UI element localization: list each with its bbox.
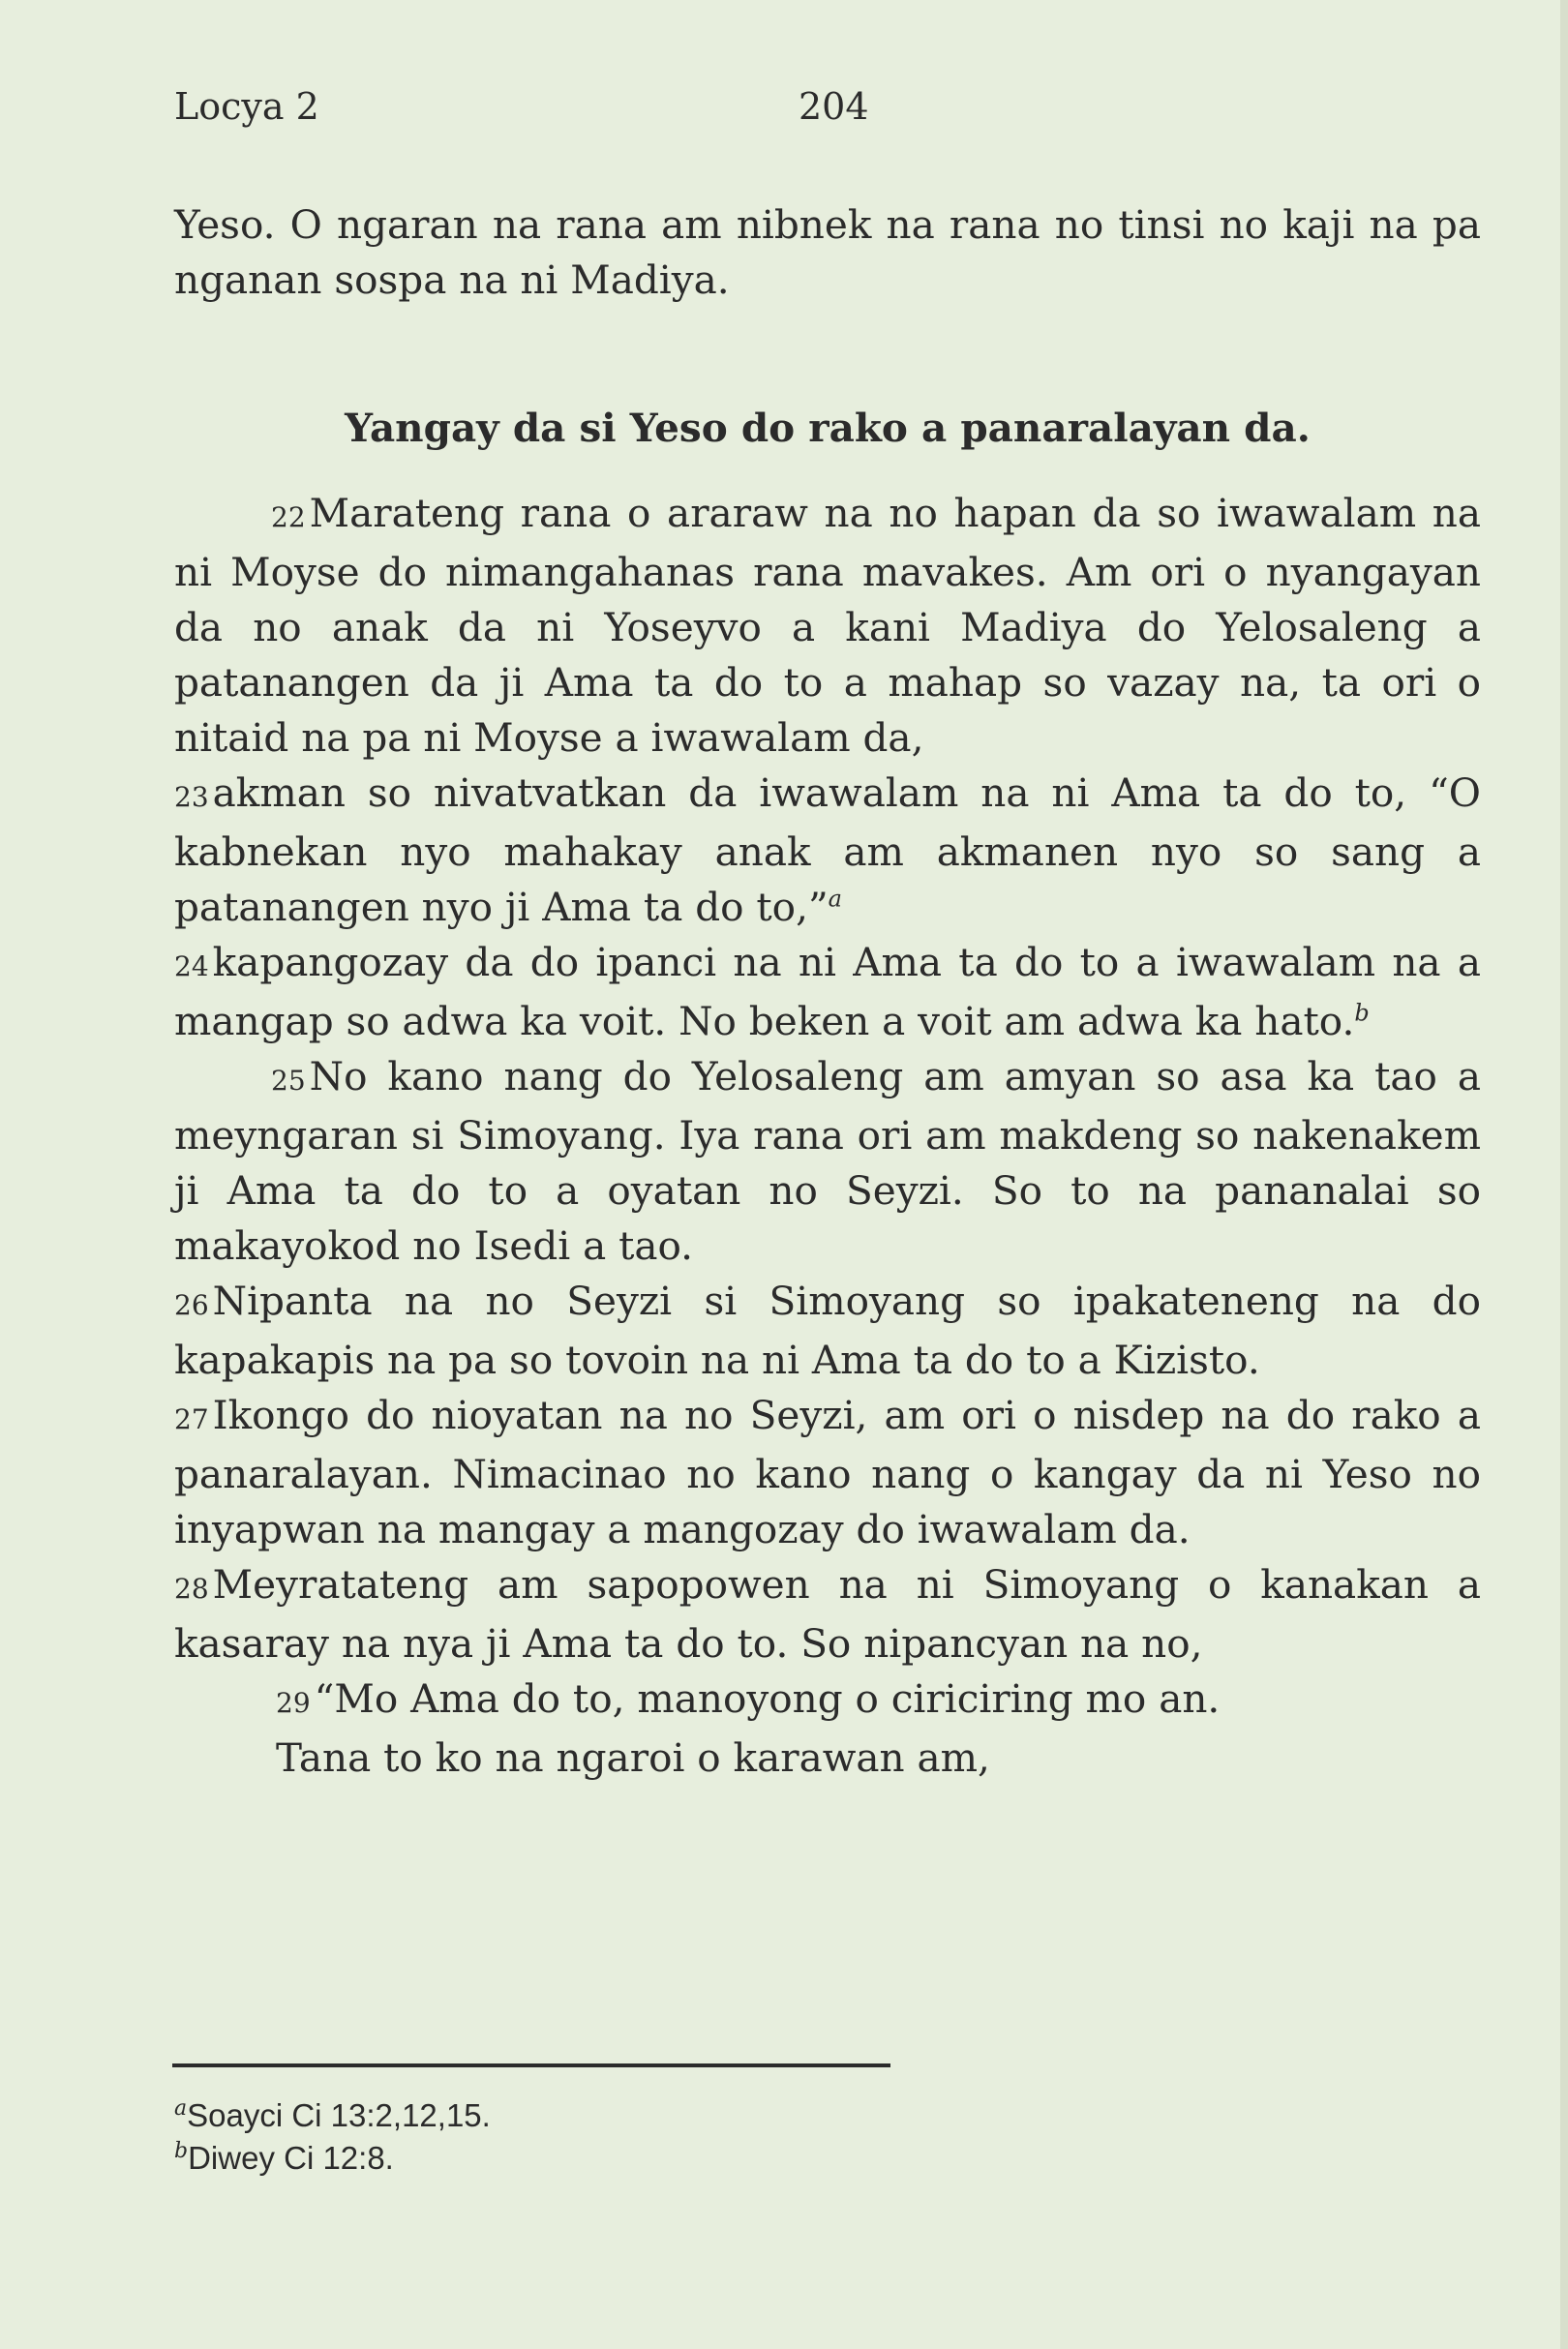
verse-text: Nipanta na no Seyzi si Simoyang so ipakateneng na do kapakapis na pa so tovoin na ni Ama ta do to a Kizisto. <box>174 1278 1481 1383</box>
footnote-mark: a <box>174 2096 188 2121</box>
footnote-marker[interactable]: a <box>828 885 842 913</box>
verse-24 <box>174 935 1481 1049</box>
verse-text: kapangozay da do ipanci na ni Ama ta do to a iwawalam na a mangap so adwa ka voit. No beken a voit am adwa ka hato. <box>174 939 1481 1044</box>
footnotes <box>174 2094 491 2180</box>
poem-line-2: Tana to ko na ngaroi o karawan am, <box>276 1734 990 1781</box>
intro-paragraph <box>174 197 1481 308</box>
page-edge <box>1560 0 1568 2349</box>
verse-number: 28 <box>174 1573 209 1605</box>
verse-29 <box>174 1671 1481 1731</box>
verse-number: 22 <box>271 501 306 533</box>
footnote-mark: b <box>174 2139 189 2163</box>
verse-26 <box>174 1274 1481 1388</box>
verse-list <box>174 486 1481 1786</box>
book-title: Locya 2 <box>174 85 319 128</box>
verse-text: No kano nang do Yelosaleng am amyan so asa ka tao a meyngaran si Simoyang. Iya rana ori am makdeng so nakenakem ji Ama ta do to a oyatan no Seyzi. So to na pananalai so makayokod no Isedi a tao. <box>174 1053 1481 1269</box>
intro-text: Yeso. O ngaran na rana am nibnek na rana no tinsi no kaji na pa nganan sospa na ni Madiya. <box>174 201 1481 303</box>
verse-number: 25 <box>271 1065 306 1097</box>
verse-number: 23 <box>174 781 209 813</box>
verse-text: Marateng rana o araraw na no hapan da so iwawalam na ni Moyse do nimangahanas rana mavakes. Am ori o nyangayan da no anak da ni Yoseyvo a kani Madiya do Yelosaleng a patanangen da ji Ama ta do to a mahap so vazay na, ta ori o nitaid na pa ni Moyse a iwawalam da, <box>174 490 1481 761</box>
verse-text: Ikongo do nioyatan na no Seyzi, am ori o nisdep na do rako a panaralayan. Nimacinao no kano nang o kangay da ni Yeso no inyapwan na mangay a mangozay do iwawalam da. <box>174 1392 1481 1552</box>
verse-number: 26 <box>174 1289 209 1321</box>
verse-28 <box>174 1557 1481 1671</box>
verse-23 <box>174 766 1481 935</box>
verse-text: Meyratateng am sapopowen na ni Simoyang o kanakan a kasaray na nya ji Ama ta do to. So nipancyan na no, <box>174 1561 1481 1667</box>
poem-line-2-row <box>174 1731 1481 1786</box>
verse-27 <box>174 1388 1481 1557</box>
poem-line-1: “Mo Ama do to, manoyong o ciriciring mo an. <box>314 1675 1221 1722</box>
running-header <box>174 85 1432 143</box>
footnote-text: Diwey Ci 12:8. <box>188 2140 394 2176</box>
verse-22 <box>174 486 1481 766</box>
verse-number: 27 <box>174 1403 209 1435</box>
verse-text: akman so nivatvatkan da iwawalam na ni Ama ta do to, “O kabnekan nyo mahakay anak am akmanen nyo so sang a patanangen nyo ji Ama ta do to,” <box>174 769 1481 930</box>
verse-25 <box>174 1049 1481 1274</box>
verse-number: 29 <box>276 1687 311 1719</box>
footnote-marker[interactable]: b <box>1354 999 1370 1027</box>
footnote-b <box>174 2137 491 2180</box>
footnote-text: Soayci Ci 13:2,12,15. <box>187 2097 491 2133</box>
section-heading: Yangay da si Yeso do rako a panaralayan da. <box>345 405 1311 451</box>
page-number: 204 <box>799 85 869 128</box>
verse-number: 24 <box>174 950 209 982</box>
footnote-divider <box>172 2063 890 2067</box>
footnote-a <box>174 2094 491 2137</box>
